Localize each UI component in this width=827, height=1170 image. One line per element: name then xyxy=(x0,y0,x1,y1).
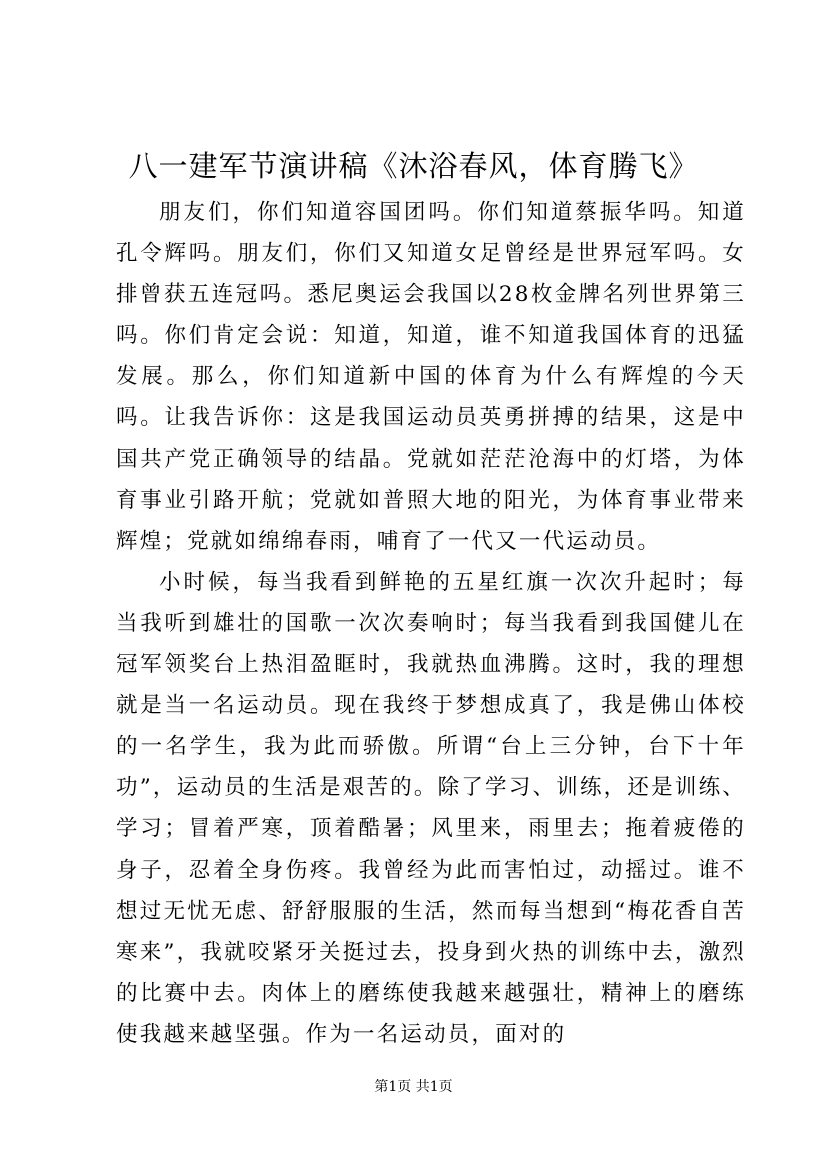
paragraph-1: 朋友们，你们知道容国团吗。你们知道蔡振华吗。知道孔令辉吗。朋友们，你们又知道女足曾经是世界冠军吗。女排曾获五连冠吗。悉尼奥运会我国以28枚金牌名列世界第三吗。你们肯定会说：知道，知道，谁不知道我国体育的迅猛发展。那么，你们知道新中国的体育为什么有辉煌的今天吗。让我告诉你：这是我国运动员英勇拼搏的结果，这是中国共产党正确领导的结晶。党就如茫茫沧海中的灯塔，为体育事业引路开航；党就如普照大地的阳光，为体育事业带来辉煌；党就如绵绵春雨，哺育了一代又一代运动员。 xyxy=(116,200,746,554)
document-title: 八一建军节演讲稿《沐浴春风，体育腾飞》 xyxy=(128,149,699,183)
document-body xyxy=(116,192,746,1055)
paragraph-2: 小时候，每当我看到鲜艳的五星红旗一次次升起时；每当我听到雄壮的国歌一次次奏响时；每当我看到我国健儿在冠军领奖台上热泪盈眶时，我就热血沸腾。这时，我的理想就是当一名运动员。现在我终于梦想成真了，我是佛山体校的一名学生，我为此而骄傲。所谓“台上三分钟，台下十年功”，运动员的生活是艰苦的。除了学习、训练，还是训练、学习；冒着严寒，顶着酷暑；风里来，雨里去；拖着疲倦的身子，忍着全身伤疼。我曾经为此而害怕过，动摇过。谁不想过无忧无虑、舒舒服服的生活，然而每当想到“梅花香自苦寒来”，我就咬紧牙关挺过去，投身到火热的训练中去，激烈的比赛中去。肉体上的磨练使我越来越强壮，精神上的磨练使我越来越坚强。作为一名运动员，面对的 xyxy=(116,569,746,1047)
page-number-footer: 第1页 共1页 xyxy=(374,1079,453,1095)
